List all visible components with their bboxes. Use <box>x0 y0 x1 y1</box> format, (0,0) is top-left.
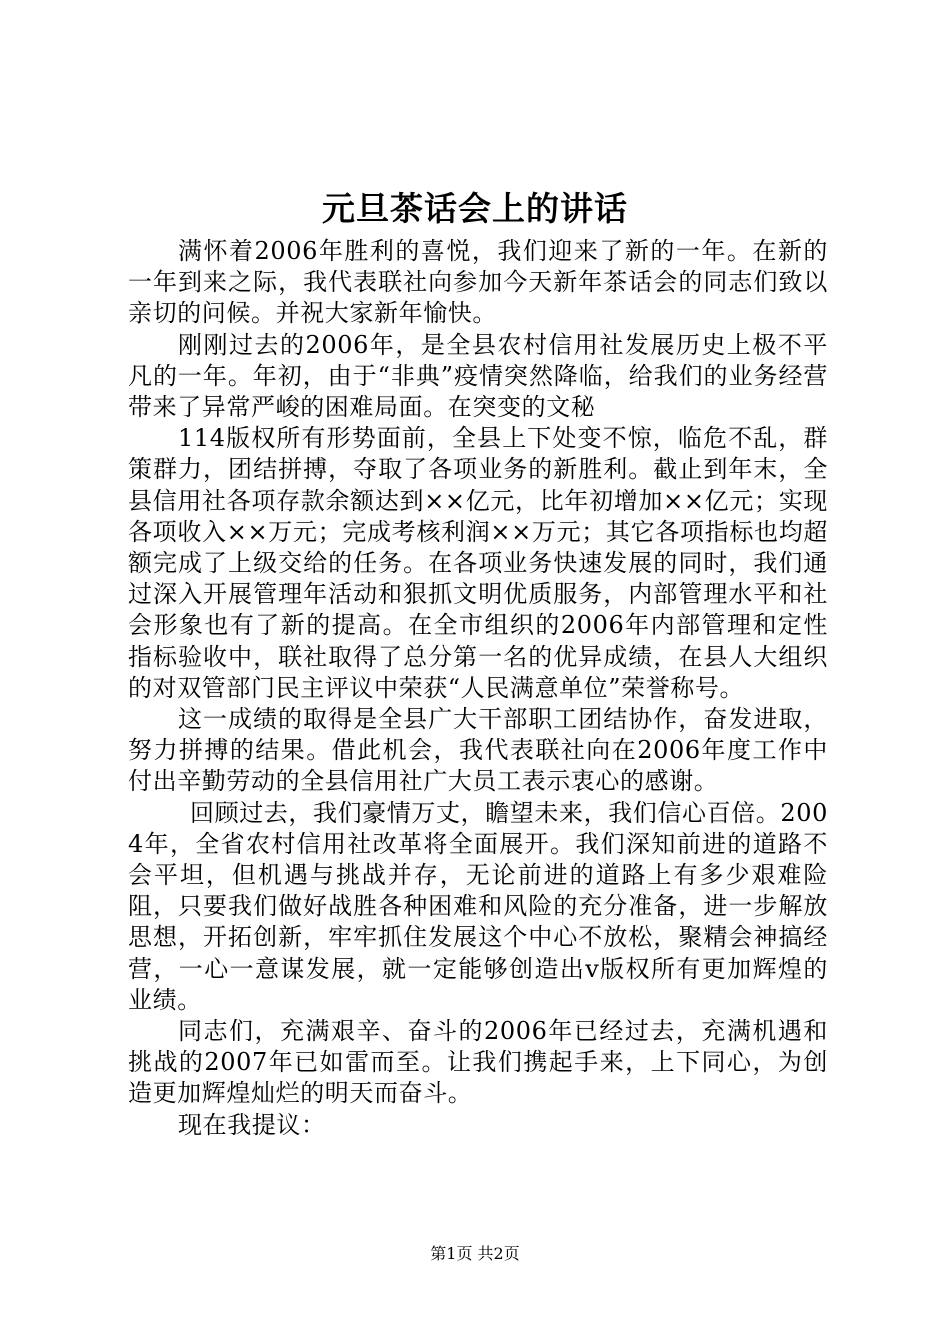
paragraph-proposal: 现在我提议： <box>178 1110 326 1139</box>
document-body <box>128 236 828 1141</box>
paragraph-review-2006: 刚刚过去的2006年，是全县农村信用社发展历史上极不平凡的一年。年初，由于“非典”疫情突然降临，给我们的业务经营带来了异常严峻的困难局面。在突变的文秘 <box>128 330 828 422</box>
paragraph-call-to-action: 同志们，充满艰辛、奋斗的2006年已经过去，充满机遇和挑战的2007年已如雷而至。让我们携起手来，上下同心，为创造更加辉煌灿烂的明天而奋斗。 <box>128 1017 828 1108</box>
paragraph-achievements: 114版权所有形势面前，全县上下处变不惊，临危不乱，群策群力，团结拼搏，夺取了各项业务的新胜利。截止到年末，全县信用社各项存款余额达到××亿元，比年初增加××亿元；实现各项收入××万元；完成考核利润××万元；其它各项指标也均超额完成了上级交给的任务。在各项业务快速发展的同时，我们通过深入开展管理年活动和狠抓文明优质服务，内部管理水平和社会形象也有了新的提高。在全市组织的2006年内部管理和定性指标验收中，联社取得了总分第一名的优异成绩，在县人大组织的对双管部门民主评议中荣获“人民满意单位”荣誉称号。 <box>128 424 828 702</box>
paragraph-greeting: 满怀着2006年胜利的喜悦，我们迎来了新的一年。在新的一年到来之际，我代表联社向参加今天新年茶话会的同志们致以亲切的问候。并祝大家新年愉快。 <box>128 237 828 328</box>
document-title: 元旦茶话会上的讲话 <box>322 189 628 228</box>
page-footer: 第1页 共2页 <box>430 1244 520 1263</box>
paragraph-outlook: 回顾过去，我们豪情万丈，瞻望未来，我们信心百倍。2004年，全省农村信用社改革将全面展开。我们深知前进的道路不会平坦，但机遇与挑战并存，无论前进的道路上有多少艰难险阻，只要我们做好战胜各种困难和风险的充分准备，进一步解放思想，开拓创新，牢牢抓住发展这个中心不放松，聚精会神搞经营，一心一意谋发展，就一定能够创造出v版权所有更加辉煌的业绩。 <box>128 798 829 1014</box>
paragraph-thanks: 这一成绩的取得是全县广大干部职工团结协作，奋发进取，努力拼搏的结果。借此机会，我代表联社向在2006年度工作中付出辛勤劳动的全县信用社广大员工表示衷心的感谢。 <box>128 705 828 796</box>
